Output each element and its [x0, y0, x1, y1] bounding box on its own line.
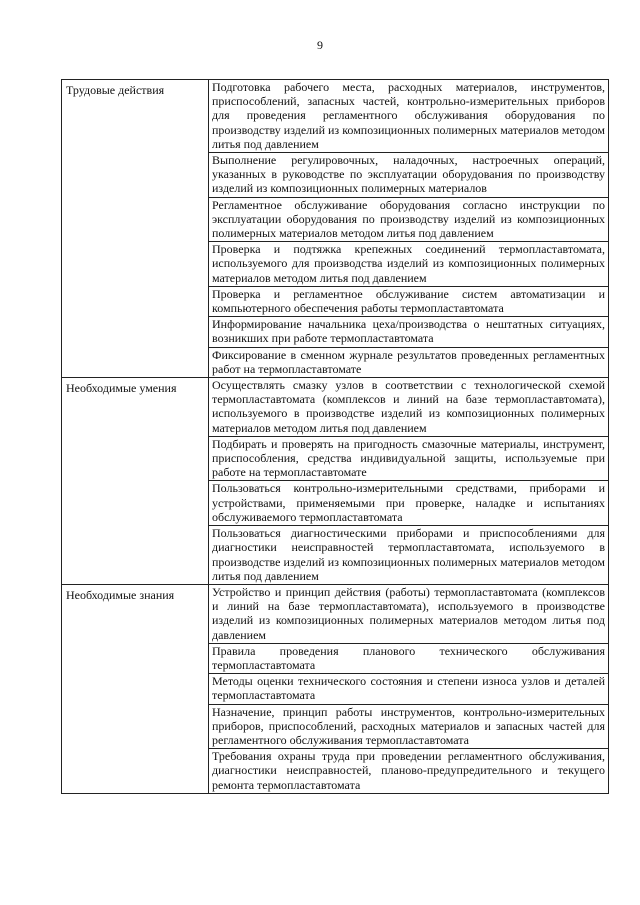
requirements-table: [61, 79, 609, 794]
table-cell: Правила проведения планового технического обслуживания термопластавтомата: [209, 643, 609, 673]
table-cell: Фиксирование в сменном журнале результатов проведенных регламентных работ на термопластавтомате: [209, 347, 609, 377]
table-row: [62, 378, 609, 437]
table-cell: Методы оценки технического состояния и степени износа узлов и деталей термопластавтомата: [209, 674, 609, 704]
section-label-required-knowledge: Необходимые знания: [62, 584, 209, 793]
section-label-required-skills: Необходимые умения: [62, 378, 209, 585]
table-cell: Выполнение регулировочных, наладочных, настроечных операций, указанных в руководстве по эксплуатации оборудования по производству изделий из композиционных полимерных материалов: [209, 153, 609, 198]
page-number: 9: [317, 38, 323, 52]
table-cell: Информирование начальника цеха/производства о нештатных ситуациях, возникших при работе термопластавтомата: [209, 317, 609, 347]
table-row: [62, 584, 609, 643]
table-cell: Подготовка рабочего места, расходных материалов, инструментов, приспособлений, запасных частей, контрольно-измерительных приборов для проведения регламентного обслуживания оборудования по производству изделий из композиционных полимерных материалов методом литья под давлением: [209, 80, 609, 153]
table-cell: Устройство и принцип действия (работы) термопластавтомата (комплексов и линий на базе термопластавтомата), используемого в производстве изделий из композиционных полимерных материалов методом литья под давлением: [209, 584, 609, 643]
table-cell: Осуществлять смазку узлов в соответствии с технологической схемой термопластавтомата (комплексов и линий на базе термопластавтомата), используемого в производстве изделий из композиционных полимерных материалов методом литья под давлением: [209, 378, 609, 437]
table-cell: Пользоваться контрольно-измерительными средствами, приборами и устройствами, применяемыми при проверке, наладке и испытаниях обслуживаемого термопластавтомата: [209, 481, 609, 526]
section-label-labor-actions: Трудовые действия: [62, 80, 209, 378]
table-cell: Проверка и регламентное обслуживание систем автоматизации и компьютерного обеспечения работы термопластавтомата: [209, 286, 609, 316]
table-cell: Проверка и подтяжка крепежных соединений термопластавтомата, используемого для производства изделий из композиционных полимерных материалов методом литья под давлением: [209, 242, 609, 287]
table-cell: Подбирать и проверять на пригодность смазочные материалы, инструмент, приспособления, средства индивидуальной защиты, используемые при работе на термопластавтомате: [209, 436, 609, 481]
table-cell: Регламентное обслуживание оборудования согласно инструкции по эксплуатации оборудования по производству изделий из композиционных полимерных материалов методом литья под давлением: [209, 197, 609, 242]
table-row: [62, 80, 609, 153]
table-cell: Требования охраны труда при проведении регламентного обслуживания, диагностики неисправностей, планово-предупредительного и текущего ремонта термопластавтомата: [209, 749, 609, 794]
table-cell: Назначение, принцип работы инструментов, контрольно-измерительных приборов, приспособлений, расходных материалов и запасных частей для регламентного обслуживания термопластавтомата: [209, 704, 609, 749]
table-cell: Пользоваться диагностическими приборами и приспособлениями для диагностики неисправностей термопластавтомата, используемого в производстве изделий из композиционных полимерных материалов методом литья под давлением: [209, 526, 609, 585]
